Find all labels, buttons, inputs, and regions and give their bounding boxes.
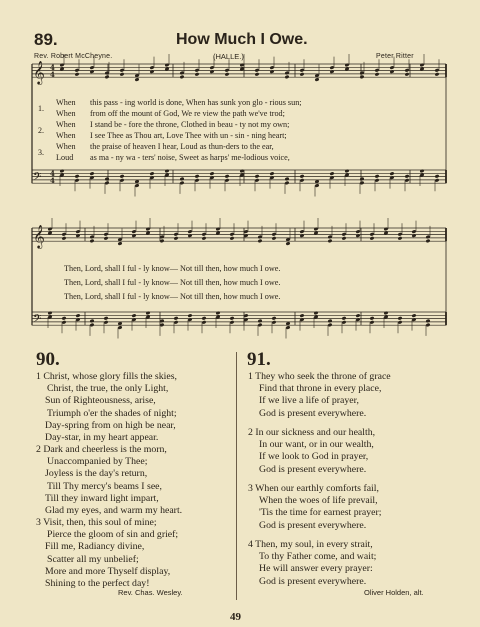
verse-line: 3 Visit, then, this soul of mine; [36,517,157,528]
note-head [375,72,380,76]
hymn-91-number: 91. [247,349,271,370]
hymn-89-title: How Much I Owe. [176,31,308,48]
note-head [330,172,335,176]
verse-line: Till they inward light impart, [45,492,159,504]
note-head [174,236,179,240]
lyric-line: from off the mount of God, We re view the path we've trod; [90,109,285,118]
note-head [435,174,440,178]
hymn-90-number: 90. [36,349,60,370]
hymn-90-verse-2 [36,444,182,517]
hymn-90-verse-3 [36,517,178,590]
note-head [150,70,155,74]
note-head [188,234,193,238]
note-head [225,174,230,178]
note-head [272,236,277,240]
verse-line: If we live a life of prayer, [259,395,359,407]
note-head [360,177,365,181]
verse-line: God is present everywhere. [259,575,367,587]
note-head [255,174,260,178]
stanza-brace-word: Loud [56,153,74,162]
note-head [314,311,319,315]
note-head [370,316,375,320]
note-head [202,316,207,320]
lyric-line: I see Thee as Thou art, Love Thee with un - sin - ning heart; [90,131,287,140]
hymn-91-verse-3 [248,483,381,532]
lyric-line: this pass - ing world is done, When has sunk yon glo - rious sun; [90,98,302,107]
chorus-line: Then, Lord, shall I ful - ly know— Not till then, how much I owe. [64,278,281,287]
note-head [435,72,440,76]
lyric-line: I stand be - fore the throne, Clothed in beau - ty not my own; [90,120,290,129]
note-head [76,314,81,318]
verse-line: In our want, or in our wealth, [259,439,374,451]
verse-line: To thy Father come, and wait; [259,551,377,563]
note-head [328,239,333,243]
stanza-brace-word: When [56,109,76,118]
note-head [90,319,95,323]
note-head [255,72,260,76]
note-head [210,70,215,74]
hymn-91-verse-1 [248,371,391,420]
hymn-90-attribution: Rev. Chas. Wesley. [118,588,183,597]
note-head [76,234,81,238]
note-head [345,169,350,173]
verse-line: If we look to God in prayer, [259,451,369,463]
stanza-number: 1. [38,104,44,113]
time-signature: 4 [50,169,55,178]
lyric-line: the praise of heaven I hear, Loud as thun-ders to the ear, [90,142,274,151]
note-head [342,236,347,240]
note-head [398,236,403,240]
note-head [405,72,410,76]
note-head [375,174,380,178]
hymn-90-verse-1 [36,371,177,444]
note-head [426,239,431,243]
note-head [300,72,305,76]
verse-line: God is present everywhere. [259,407,367,419]
stanza-brace-word: When [56,131,76,140]
note-head [285,177,290,181]
note-head [230,316,235,320]
note-head [60,169,65,173]
verse-line: God is present everywhere. [259,519,367,531]
note-head [330,70,335,74]
verse-line: Christ, the true, the only Light, [47,383,169,395]
verse-line: 2 Dark and cheerless is the morn, [36,444,167,455]
note-head [165,169,170,173]
verse-line: Joyless is the day's return, [45,468,148,480]
note-head [370,236,375,240]
hymn-91-attribution: Oliver Holden, alt. [364,588,424,597]
verse-line: Shining to the perfect day! [45,578,150,590]
time-signature: 4 [50,176,55,185]
note-head [286,241,291,245]
hymn-89-tune: (HALLE.) [213,52,244,61]
verse-line: 2 In our sickness and our health, [248,427,376,438]
verse-line: Till Thy mercy's beams I see, [47,480,162,492]
note-head [195,72,200,76]
hymn-91-verse-4 [248,539,376,588]
note-head [210,172,215,176]
note-head [328,319,333,323]
hymn-91-verse-2 [248,427,375,476]
note-head [146,311,151,315]
note-head [180,75,185,79]
note-head [105,75,110,79]
note-head [356,234,361,238]
note-head [356,314,361,318]
note-head [104,316,109,320]
verse-line: 'Tis the time for earnest prayer; [259,507,382,519]
note-head [90,70,95,74]
verse-line: Find that throne in every place, [259,383,382,395]
verse-line: 4 Then, my soul, in every strait, [248,539,373,550]
note-head [300,314,305,318]
note-head [384,311,389,315]
note-head [120,174,125,178]
verse-line: Day-spring from on high be near, [45,419,176,431]
note-head [132,314,137,318]
verse-line: Fill me, Radiancy divine, [45,541,145,553]
lyric-line: as ma - ny wa - ters' noise, Sweet as harps' me-lodious voice, [90,153,290,162]
note-head [258,319,263,323]
note-head [104,236,109,240]
note-head [420,169,425,173]
note-head [202,236,207,240]
verse-line: Pierce the gloom of sin and grief; [47,529,179,541]
note-head [412,234,417,238]
note-head [118,241,123,245]
note-head [132,234,137,238]
note-head [216,311,221,315]
note-head [90,239,95,243]
note-head [342,316,347,320]
note-head [62,236,67,240]
note-head [225,72,230,76]
verse-line: He will answer every prayer: [259,563,373,575]
stanza-brace-word: When [56,120,76,129]
note-head [230,236,235,240]
hymn-89-number: 89. [34,30,58,49]
stanza-brace-word: When [56,98,76,107]
note-head [105,177,110,181]
time-signature: 4 [50,63,55,72]
note-head [390,70,395,74]
note-head [120,72,125,76]
verse-line: Scatter all my unbelief; [47,553,139,565]
note-head [195,174,200,178]
treble-clef-icon: 𝄞 [33,60,45,85]
note-head [270,172,275,176]
chorus-line: Then, Lord, shall I ful - ly know— Not till then, how much I owe. [64,264,281,273]
hymn-89-author: Rev. Robert McCheyne. [34,53,113,60]
note-head [300,174,305,178]
verse-line: Unaccompanied by Thee; [47,456,148,468]
note-head [360,75,365,79]
stanza-brace-word: When [56,142,76,151]
time-signature: 4 [50,70,55,79]
note-head [75,72,80,76]
note-head [272,316,277,320]
note-head [188,314,193,318]
note-head [75,174,80,178]
note-head [426,319,431,323]
column-divider [236,352,237,600]
hymn-89-composer: Peter Ritter [376,53,414,60]
note-head [48,311,53,315]
note-head [62,316,67,320]
note-head [315,77,320,81]
note-head [150,172,155,176]
note-head [405,174,410,178]
note-head [174,316,179,320]
bass-clef-icon: 𝄢 [33,313,42,329]
verse-line: Day-star, in my heart appear. [45,432,159,444]
verse-line: 3 When our earthly comforts fail, [248,483,379,494]
verse-line: 1 They who seek the throne of grace [248,371,391,382]
note-head [135,77,140,81]
page-number: 49 [230,611,241,623]
verse-line: Glad my eyes, and warm my heart. [45,505,183,517]
verse-line: When the woes of life prevail, [259,495,378,507]
note-head [285,75,290,79]
note-head [90,172,95,176]
treble-clef-icon: 𝄞 [33,224,45,249]
note-head [412,314,417,318]
chorus-line: Then, Lord, shall I ful - ly know— Not till then, how much I owe. [64,292,281,301]
bass-clef-icon: 𝄢 [33,171,42,187]
stanza-number: 2. [38,126,44,135]
note-head [300,234,305,238]
verse-line: Sun of Righteousness, arise, [45,395,156,407]
verse-line: 1 Christ, whose glory fills the skies, [36,371,177,382]
stanza-number: 3. [38,148,44,157]
verse-line: More and more Thyself display, [45,565,171,577]
note-head [390,172,395,176]
note-head [270,70,275,74]
note-head [258,239,263,243]
note-head [180,177,185,181]
verse-line: God is present everywhere. [259,463,367,475]
verse-line: Triumph o'er the shades of night; [47,407,177,419]
note-head [398,316,403,320]
